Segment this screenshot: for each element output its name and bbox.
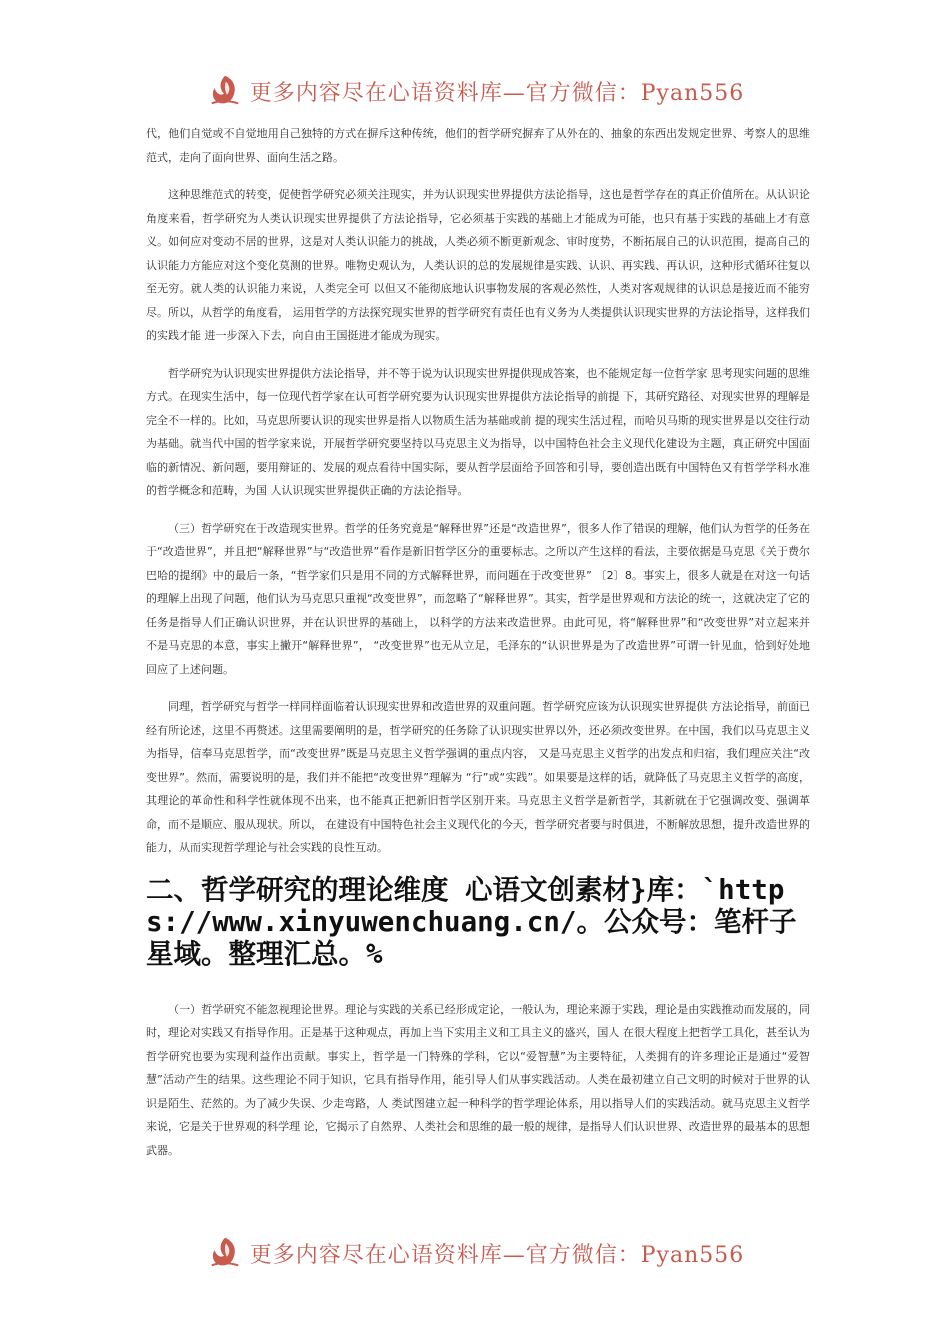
paragraph: （三）哲学研究在于改造现实世界。哲学的任务究竟是“解释世界”还是“改造世界”，很多人作了错误的理解，他们认为哲学的任务在于“改造世界”，并且把“解释世界”与“改造世界”看作是新旧哲学区分的重要标志。之所以产生这样的看法，主要依据是马克思《关于费尔巴哈的提纲》中的最后一条，“哲学家们只是用不同的方式解释世界，而问题在于改变世界” 〔2〕8。事实上，很多人就是在对这一句话的理解上出现了问题，他们认为马克思只重视“改变世界”，而忽略了“解释世界”。其实，哲学是世界观和方法论的统一，这就决定了它的任务是指导人们正确认识世界，并在认识世界的基础上， 以科学的方法来改造世界。由此可见，将“解释世界”和“改变世界”对立起来并不是马克思的本意，事实上撇开“解释世界”， “改变世界”也无从立足，毛泽东的“认识世界是为了改造世界”可谓一针见血，恰到好处地回应了上述问题。: [146, 521, 810, 676]
paragraph: 这种思维范式的转变，促使哲学研究必须关注现实，并为认识现实世界提供方法论指导，这也是哲学存在的真正价值所在。从认识论角度来看，哲学研究为人类认识现实世界提供了方法论指导，它必须基于实践的基础上才能成为可能，也只有基于实践的基础上才有意义。如何应对变动不居的世界，这是对人类认识能力的挑战，人类必须不断更新观念、审时度势，不断拓展自己的认识范围，提高自己的认识能力方能应对这个变化莫测的世界。唯物史观认为，人类认识的总的发展规律是实践、认识、再实践、再认识，这种形式循环往复以至无穷。就人类的认识能力来说，人类完全可 以但又不能彻底地认识事物发展的客观必然性，人类对客观规律的认识总是接近而不能穷尽。所以，从哲学的角度看， 运用哲学的方法探究现实世界的哲学研究有责任也有义务为人类提供认识现实世界的方法论指导，这样我们的实践才能 进一步深入下去，向自由王国挺进才能成为现实。: [146, 188, 810, 342]
header-banner: [0, 68, 950, 114]
document-body: [146, 122, 810, 1176]
leaf-flame-logo-icon: [206, 72, 244, 110]
section-heading: 二、哲学研究的理论维度 心语文创素材}库：`https://www.xinyuwenchuang.cn/。公众号：笔杆子星域。整理汇总。%: [146, 873, 797, 970]
leaf-flame-logo-icon: [206, 1234, 244, 1272]
paragraph: 哲学研究为认识现实世界提供方法论指导，并不等于说为认识现实世界提供现成答案，也不能规定每一位哲学家 思考现实问题的思维方式。在现实生活中，每一位现代哲学家在认可哲学研究要为认识现实世界提供方法论指导的前提 下，其研究路径、对现实世界的理解是完全不一样的。比如，马克思所要认识的现实世界是指人以物质生活为基础或前 提的现实生活过程，而哈贝马斯的现实世界是以交往行动为基础。就当代中国的哲学家来说，开展哲学研究要坚持以马克思主义为指导，以中国特色社会主义现代化建设为主题，真正研究中国面临的新情况、新问题，要用辩证的、发展的观点看待中国实际，要从哲学层面给予回答和引导，要创造出既有中国特色又有哲学学科水准的哲学概念和范畴，为国 人认识现实世界提供正确的方法论指导。: [146, 366, 810, 497]
paragraph: 同理，哲学研究与哲学一样同样面临着认识现实世界和改造世界的双重问题。哲学研究应该为认识现实世界提供 方法论指导，前面已经有所论述，这里不再赘述。这里需要阐明的是，哲学研究的任务除了认识现实世界以外，还必须改变世界。在中国，我们以马克思主义为指导，信奉马克思哲学，而“改变世界”既是马克思主义哲学强调的重点内容， 又是马克思主义哲学的出发点和归宿，我们理应关注“改变世界”。然而，需要说明的是，我们并不能把“改变世界”理解为 “行”或“实践”。如果要是这样的话，就降低了马克思主义哲学的高度，其理论的革命性和科学性就体现不出来，也不能真正把新旧哲学区别开来。马克思主义哲学是新哲学，其新就在于它强调改变、强调革命，而不是顺应、服从现状。所以， 在建设有中国特色社会主义现代化的今天，哲学研究者要与时俱进，不断解放思想，提升改造世界的能力，从而实现哲学理论与社会实践的良性互动。: [146, 700, 810, 854]
banner-text: 更多内容尽在心语资料库—官方微信：Pyan556: [249, 80, 745, 106]
paragraph: （一）哲学研究不能忽视理论世界。理论与实践的关系已经形成定论，一般认为，理论来源于实践，理论是由实践推动而发展的，同时，理论对实践又有指导作用。正是基于这种观点，再加上当下实用主义和工具主义的盛兴，国人 在很大程度上把哲学工具化，甚至认为哲学研究也要为实现利益作出贡献。事实上，哲学是一门特殊的学科，它以“爱智慧”为主要特征，人类拥有的许多理论正是通过“爱智慧”活动产生的结果。这些理论不同于知识，它具有指导作用，能引导人们从事实践活动。人类在最初建立自己文明的时候对于世界的认识是陌生、茫然的。为了减少失误、少走弯路，人 类试图建立起一种科学的哲学理论体系，用以指导人们的实践活动。就马克思主义哲学来说，它是关于世界观的科学理 论，它揭示了自然界、人类社会和思维的最一般的规律，是指导人们认识世界、改造世界的最基本的思想武器。: [146, 1002, 810, 1157]
paragraph: 代，他们自觉或不自觉地用自己独特的方式在摒斥这种传统，他们的哲学研究摒弃了从外在的、抽象的东西出发规定世界、考察人的思维范式，走向了面向世界、面向生活之路。: [146, 127, 810, 164]
banner-text: 更多内容尽在心语资料库—官方微信：Pyan556: [249, 1242, 745, 1268]
footer-banner: [0, 1230, 950, 1276]
